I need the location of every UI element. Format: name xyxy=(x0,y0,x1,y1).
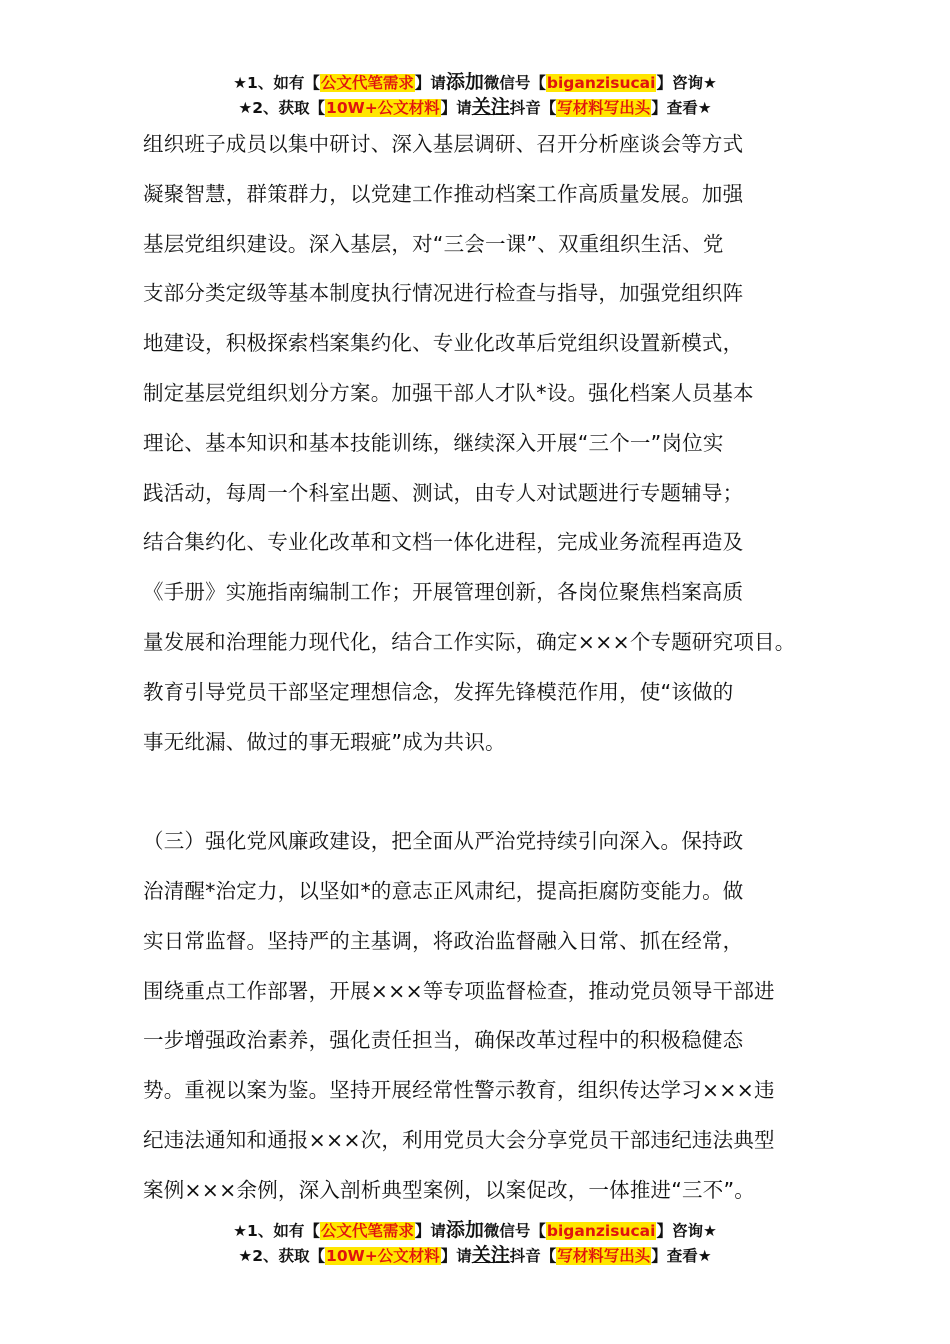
promo-line-1 xyxy=(0,70,950,95)
promo-text: 】查看★ xyxy=(651,1247,712,1265)
body-line: 结合集约化、专业化改革和文档一体化进程，完成业务流程再造及 xyxy=(143,530,744,555)
paragraph-gap xyxy=(143,767,823,817)
highlight-service: 公文代笔需求 xyxy=(320,1222,414,1240)
promo-line-2 xyxy=(0,95,950,120)
promo-text: 微信号【 xyxy=(483,1222,546,1240)
body-line: 教育引导党员干部坚定理想信念，发挥先锋模范作用，使“该做的 xyxy=(143,679,734,704)
body-line: 理论、基本知识和基本技能训练，继续深入开展“三个一”岗位实 xyxy=(143,430,724,455)
body-line: 凝聚智慧，群策群力，以党建工作推动档案工作高质量发展。加强 xyxy=(143,181,744,206)
highlight-douyin: 写材料写出头 xyxy=(557,99,651,117)
emphasis-follow: 关注 xyxy=(471,96,510,118)
footer-promo-banner xyxy=(0,1218,950,1268)
highlight-materials: 10W+公文材料 xyxy=(326,1247,440,1265)
body-line: 量发展和治理能力现代化，结合工作实际，确定×××个专题研究项目。 xyxy=(143,629,796,654)
highlight-wechat-id: biganzisucai xyxy=(546,1222,656,1240)
emphasis-add: 添加 xyxy=(445,71,484,93)
body-line: 势。重视以案为鉴。坚持开展经常性警示教育，组织传达学习×××违 xyxy=(143,1078,775,1103)
body-line: 制定基层党组织划分方案。加强干部人才队*设。强化档案人员基本 xyxy=(143,380,754,405)
promo-text: ★2、获取【 xyxy=(238,99,326,117)
promo-text: 】请 xyxy=(440,99,472,117)
body-line: 实日常监督。坚持严的主基调，将政治监督融入日常、抓在经常， xyxy=(143,928,744,953)
promo-line-2 xyxy=(0,1243,950,1268)
promo-text: 】咨询★ xyxy=(656,74,717,92)
highlight-service: 公文代笔需求 xyxy=(320,74,414,92)
body-line: 组织班子成员以集中研讨、深入基层调研、召开分析座谈会等方式 xyxy=(143,132,744,156)
promo-text: ★2、获取【 xyxy=(238,1247,326,1265)
body-line: 围绕重点工作部署，开展×××等专项监督检查，推动党员领导干部进 xyxy=(143,978,775,1003)
promo-text: 】咨询★ xyxy=(656,1222,717,1240)
promo-text: 】请 xyxy=(414,74,446,92)
body-line: 一步增强政治素养，强化责任担当，确保改革过程中的积极稳健态 xyxy=(143,1028,744,1053)
promo-line-1 xyxy=(0,1218,950,1243)
promo-text: 】查看★ xyxy=(651,99,712,117)
header-promo-banner xyxy=(0,70,950,120)
body-line: 治清醒*治定力，以坚如*的意志正风肃纪，提高拒腐防变能力。做 xyxy=(143,878,744,903)
document-body xyxy=(143,120,823,1216)
body-line: 《手册》实施指南编制工作；开展管理创新，各岗位聚焦档案高质 xyxy=(143,580,744,605)
promo-text: 抖音【 xyxy=(509,1247,557,1265)
highlight-douyin: 写材料写出头 xyxy=(557,1247,651,1265)
body-line: 地建设，积极探索档案集约化、专业化改革后党组织设置新模式， xyxy=(143,331,744,356)
emphasis-add: 添加 xyxy=(445,1219,484,1241)
body-line: 事无纰漏、做过的事无瑕疵”成为共识。 xyxy=(143,729,506,754)
body-line: 纪违法通知和通报×××次，利用党员大会分享党员干部违纪违法典型 xyxy=(143,1127,775,1152)
highlight-wechat-id: biganzisucai xyxy=(546,74,656,92)
body-line: 案例×××余例，深入剖析典型案例，以案促改，一体推进“三不”。 xyxy=(143,1177,755,1202)
promo-text: ★1、如有【 xyxy=(233,1222,320,1240)
promo-text: 】请 xyxy=(440,1247,472,1265)
promo-text: 微信号【 xyxy=(483,74,546,92)
section-heading-line: （三）强化党风廉政建设，把全面从严治党持续引向深入。保持政 xyxy=(143,829,744,854)
body-line: 基层党组织建设。深入基层，对“三会一课”、双重组织生活、党 xyxy=(143,231,724,256)
promo-text: ★1、如有【 xyxy=(233,74,320,92)
promo-text: 】请 xyxy=(414,1222,446,1240)
highlight-materials: 10W+公文材料 xyxy=(326,99,440,117)
emphasis-follow: 关注 xyxy=(471,1244,510,1266)
promo-text: 抖音【 xyxy=(509,99,557,117)
body-line: 支部分类定级等基本制度执行情况进行检查与指导，加强党组织阵 xyxy=(143,281,744,306)
body-line: 践活动，每周一个科室出题、测试，由专人对试题进行专题辅导； xyxy=(143,480,744,505)
